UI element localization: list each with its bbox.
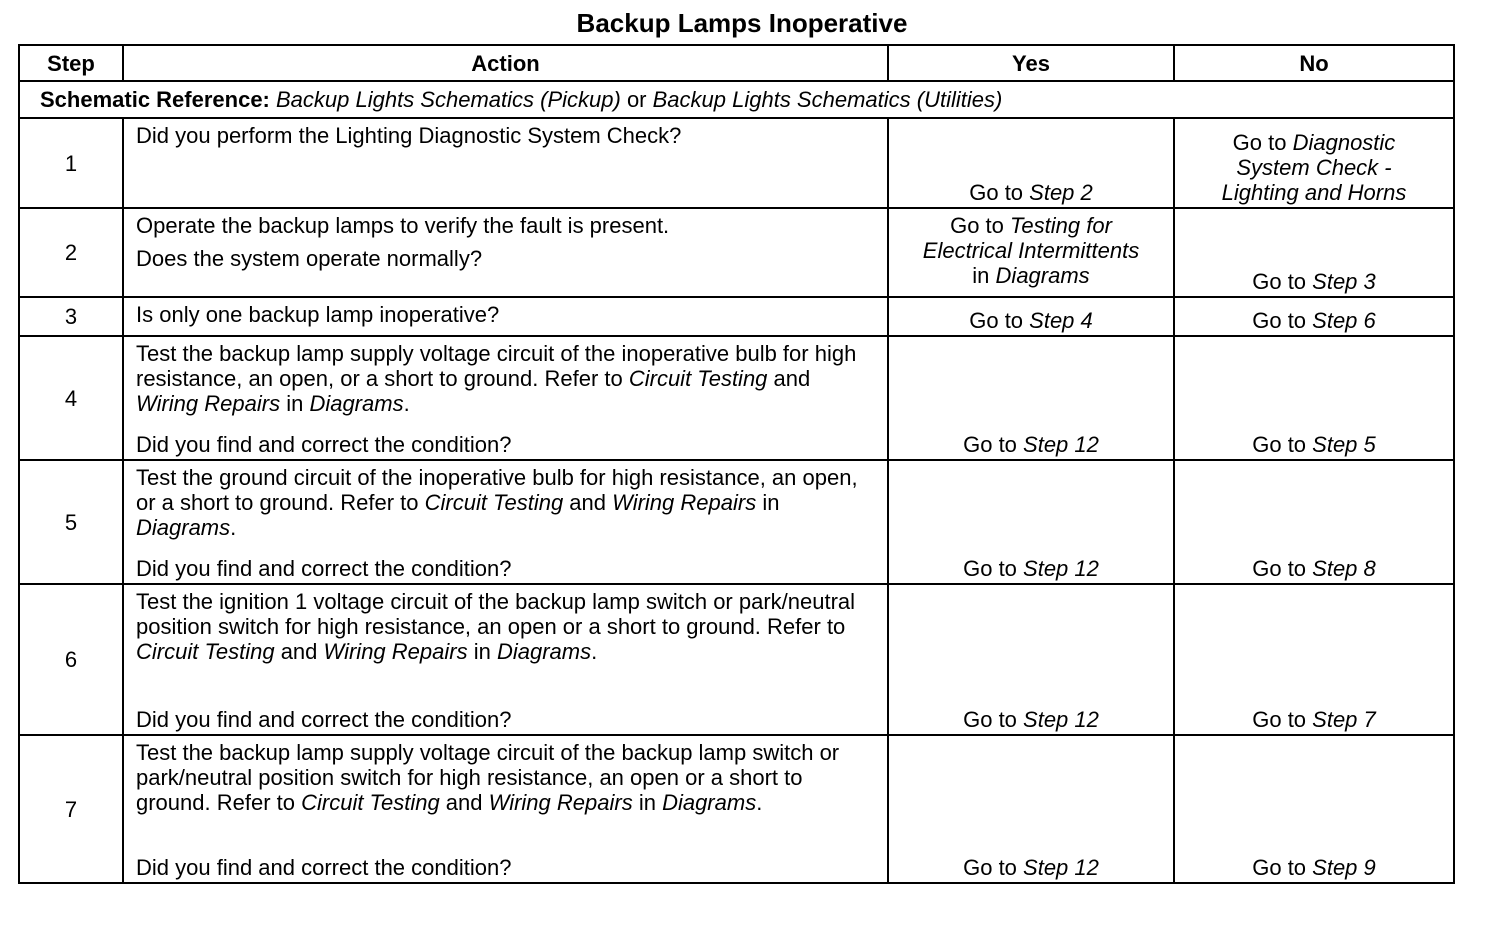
table-row — [19, 208, 1454, 297]
result-line — [1183, 308, 1445, 333]
italic-reference: Step 12 — [1023, 855, 1099, 880]
italic-reference: Testing for — [1010, 213, 1112, 238]
result-line — [897, 180, 1165, 205]
italic-reference: Wiring Repairs — [136, 391, 281, 416]
result-line — [1183, 556, 1445, 581]
italic-reference: Circuit Testing — [628, 366, 768, 391]
action-paragraph — [136, 556, 877, 581]
text-segment: Go to — [969, 308, 1030, 333]
action-paragraph — [136, 589, 877, 664]
italic-reference: Diagrams — [136, 515, 231, 540]
result-line — [897, 213, 1165, 238]
action-paragraph — [136, 432, 877, 457]
action-paragraph — [136, 246, 877, 271]
no-cell — [1174, 336, 1454, 460]
action-cell — [123, 584, 888, 735]
italic-reference: Circuit Testing — [301, 790, 440, 815]
header-yes: Yes — [888, 45, 1174, 81]
yes-cell — [888, 735, 1174, 883]
text-segment: and — [563, 490, 613, 515]
text-segment: Go to — [1232, 130, 1293, 155]
table-row — [19, 735, 1454, 883]
text-segment: Go to — [1252, 308, 1313, 333]
step-number: 7 — [19, 735, 123, 883]
text-segment: Go to — [1252, 855, 1313, 880]
action-paragraph — [136, 341, 877, 416]
step-number: 1 — [19, 118, 123, 208]
italic-reference: Step 12 — [1023, 432, 1099, 457]
italic-reference: Diagnostic — [1292, 130, 1396, 155]
text-segment: Test the ground circuit of the inoperative bulb for high resistance, an open, or a short to ground. Refer to — [136, 465, 858, 515]
table-row — [19, 460, 1454, 584]
italic-reference: Step 3 — [1312, 269, 1376, 294]
result-line — [897, 556, 1165, 581]
text-segment: Did you find and correct the condition? — [136, 707, 512, 732]
text-segment: in — [972, 263, 996, 288]
italic-reference: Diagrams — [309, 391, 404, 416]
result-line — [1183, 269, 1445, 294]
yes-cell — [888, 208, 1174, 297]
result-line — [1183, 155, 1445, 180]
action-cell — [123, 118, 888, 208]
result-line — [897, 432, 1165, 457]
italic-reference: Diagrams — [995, 263, 1090, 288]
result-line — [1183, 130, 1445, 155]
italic-reference: Step 8 — [1312, 556, 1376, 581]
text-segment: Go to — [963, 432, 1024, 457]
italic-reference: Backup Lights Schematics (Utilities) — [652, 87, 1003, 112]
text-segment: Go to — [1252, 556, 1313, 581]
italic-reference: Step 12 — [1023, 707, 1099, 732]
text-segment: Operate the backup lamps to verify the fault is present. — [136, 213, 670, 238]
text-segment: and — [274, 639, 324, 664]
action-cell — [123, 336, 888, 460]
italic-reference: Step 12 — [1023, 556, 1099, 581]
result-line — [897, 308, 1165, 333]
diagnostic-table — [18, 44, 1455, 884]
step-number: 5 — [19, 460, 123, 584]
italic-reference: Wiring Repairs — [612, 490, 757, 515]
text-segment: Did you find and correct the condition? — [136, 855, 512, 880]
text-segment: . — [591, 639, 598, 664]
header-action: Action — [123, 45, 888, 81]
action-paragraph — [136, 855, 877, 880]
text-segment: Does the system operate normally? — [136, 246, 483, 271]
text-segment: and — [439, 790, 489, 815]
result-line — [897, 263, 1165, 288]
text-segment: Go to — [969, 180, 1030, 205]
no-cell — [1174, 460, 1454, 584]
italic-reference: Step 5 — [1312, 432, 1376, 457]
page-title: Backup Lamps Inoperative — [576, 8, 908, 38]
text-segment: and — [767, 366, 811, 391]
text-segment: Test the ignition 1 voltage circuit of the backup lamp switch or park/neutral position switch for high resistance, an open or a short to ground. Refer to — [136, 589, 856, 639]
text-segment: . — [403, 391, 410, 416]
action-paragraph — [136, 123, 877, 148]
italic-reference: Diagrams — [662, 790, 757, 815]
italic-reference: Circuit Testing — [424, 490, 564, 515]
no-cell — [1174, 118, 1454, 208]
table-row — [19, 584, 1454, 735]
step-number: 4 — [19, 336, 123, 460]
text-segment: Did you perform the Lighting Diagnostic System Check? — [136, 123, 682, 148]
text-segment: Did you find and correct the condition? — [136, 556, 512, 581]
result-line — [897, 855, 1165, 880]
text-segment: Test the backup lamp supply voltage circuit of the backup lamp switch or park/neutral position switch for high resistance, an open or a short to ground. Refer to — [136, 740, 840, 815]
text-segment: Go to — [1252, 269, 1313, 294]
no-cell — [1174, 297, 1454, 336]
italic-reference: Step 9 — [1312, 855, 1376, 880]
text-segment: Go to — [963, 707, 1024, 732]
no-cell — [1174, 735, 1454, 883]
text-segment: or — [620, 87, 653, 112]
italic-reference: Electrical Intermittents — [922, 238, 1140, 263]
text-segment: Go to — [950, 213, 1010, 238]
text-segment: Go to — [1252, 432, 1313, 457]
action-paragraph — [136, 740, 877, 815]
italic-reference: Circuit Testing — [136, 639, 275, 664]
italic-reference: Step 7 — [1312, 707, 1376, 732]
italic-reference: Lighting and Horns — [1221, 180, 1407, 205]
action-paragraph — [136, 302, 877, 327]
italic-reference: Backup Lights Schematics (Pickup) — [276, 87, 621, 112]
result-line — [1183, 707, 1445, 732]
action-paragraph — [136, 213, 877, 238]
action-paragraph — [136, 707, 877, 732]
header-row — [19, 45, 1454, 81]
text-segment: in — [756, 490, 780, 515]
text-segment: in — [632, 790, 663, 815]
text-segment: Go to — [963, 556, 1024, 581]
text-segment: Did you find and correct the condition? — [136, 432, 512, 457]
yes-cell — [888, 118, 1174, 208]
yes-cell — [888, 584, 1174, 735]
action-cell — [123, 460, 888, 584]
result-line — [1183, 432, 1445, 457]
text-segment: Is only one backup lamp inoperative? — [136, 302, 500, 327]
yes-cell — [888, 297, 1174, 336]
action-cell — [123, 735, 888, 883]
no-cell — [1174, 584, 1454, 735]
italic-reference: Wiring Repairs — [323, 639, 468, 664]
table-row — [19, 297, 1454, 336]
italic-reference: Step 4 — [1029, 308, 1093, 333]
result-line — [1183, 855, 1445, 880]
text-segment: Go to — [1252, 707, 1313, 732]
italic-reference: System Check - — [1236, 155, 1392, 180]
italic-reference: Step 6 — [1312, 308, 1376, 333]
no-cell — [1174, 208, 1454, 297]
schematic-reference — [19, 81, 1454, 118]
header-no: No — [1174, 45, 1454, 81]
yes-cell — [888, 460, 1174, 584]
italic-reference: Diagrams — [496, 639, 592, 664]
italic-reference: Wiring Repairs — [488, 790, 633, 815]
result-line — [897, 238, 1165, 263]
text-segment: . — [230, 515, 237, 540]
text-segment: Schematic Reference: — [40, 87, 276, 112]
result-line — [897, 707, 1165, 732]
text-segment: . — [756, 790, 763, 815]
text-segment: in — [467, 639, 497, 664]
action-cell — [123, 208, 888, 297]
schematic-reference-row — [19, 81, 1454, 118]
action-cell — [123, 297, 888, 336]
text-segment: Go to — [963, 855, 1024, 880]
action-paragraph — [136, 465, 877, 540]
text-segment: Test the backup lamp supply voltage circuit of the inoperative bulb for high resistance, an open, or a short to ground. Refer to — [136, 341, 857, 391]
step-number: 6 — [19, 584, 123, 735]
text-segment: in — [280, 391, 310, 416]
table-row — [19, 118, 1454, 208]
table-row — [19, 336, 1454, 460]
step-number: 2 — [19, 208, 123, 297]
yes-cell — [888, 336, 1174, 460]
result-line — [1183, 180, 1445, 205]
header-step: Step — [19, 45, 123, 81]
italic-reference: Step 2 — [1029, 180, 1093, 205]
step-number: 3 — [19, 297, 123, 336]
